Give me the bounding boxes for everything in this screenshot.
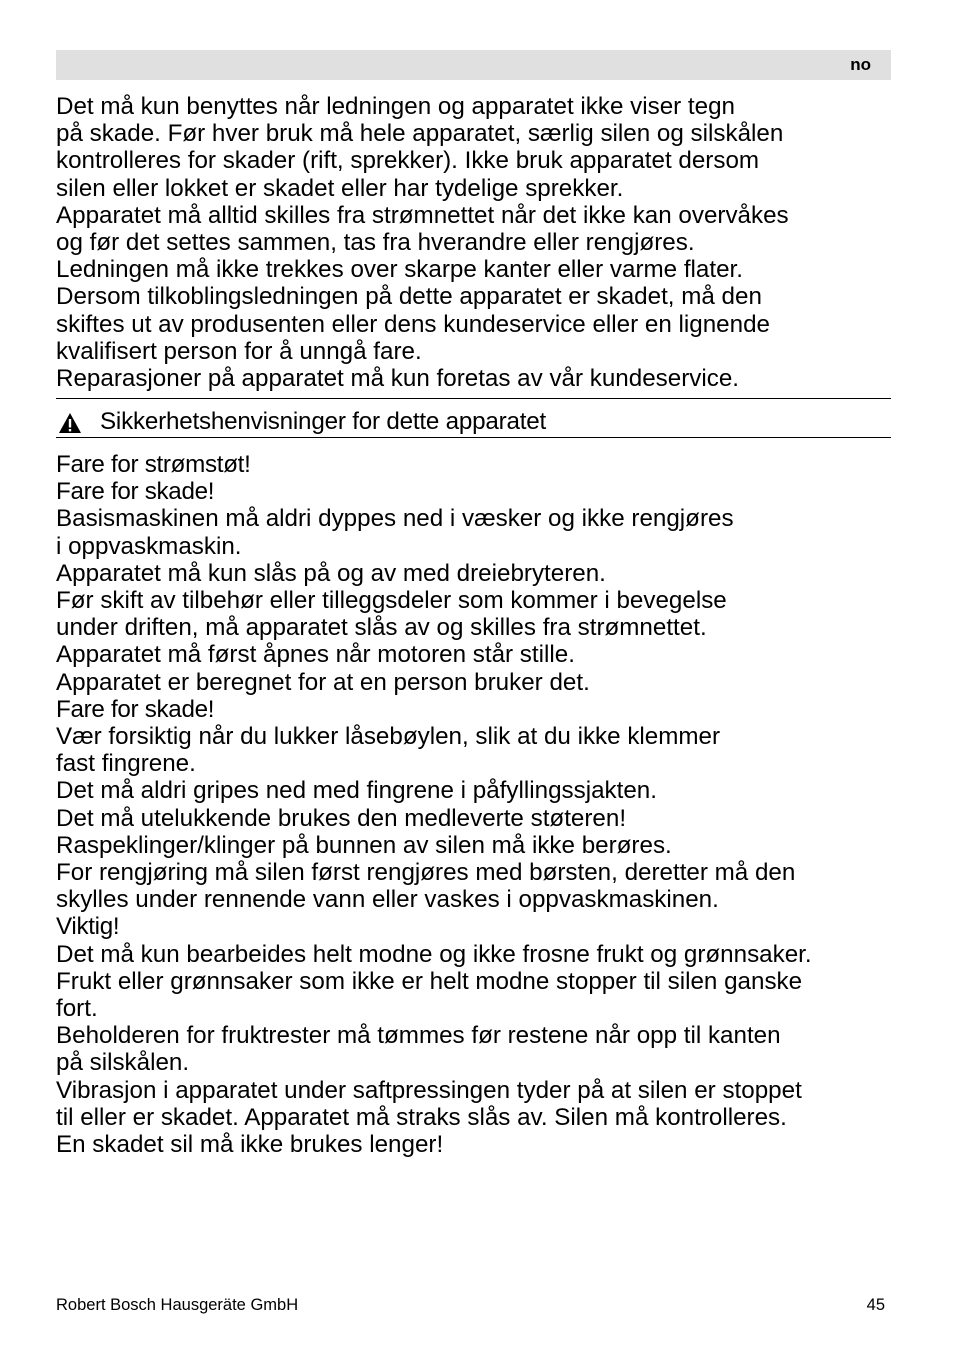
text-line: Apparatet må kun slås på og av med dreiebryteren. [56,559,606,587]
text-line: silen eller lokket er skadet eller har tydelige sprekker. [56,174,624,202]
text-line: Det må aldri gripes ned med fingrene i påfyllingssjakten. [56,777,657,805]
language-code: no [850,55,871,74]
warning-subheading: Fare for skade! [56,478,215,506]
warning-triangle-icon [58,412,82,434]
text-line: Ledningen må ikke trekkes over skarpe kanter eller varme flater. [56,256,743,284]
language-header-bar [56,50,891,80]
text-line: og før det settes sammen, tas fra hverandre eller rengjøres. [56,229,695,257]
text-line: på skade. Før hver bruk må hele apparatet, særlig silen og silskålen [56,120,784,148]
text-line: kvalifisert person for å unngå fare. [56,337,422,365]
text-line: Før skift av tilbehør eller tilleggsdeler som kommer i bevegelse [56,587,727,615]
text-line: Beholderen for fruktrester må tømmes før restene når opp til kanten [56,1022,781,1050]
text-line: Det må kun benyttes når ledningen og apparatet ikke viser tegn [56,93,736,120]
text-line: For rengjøring må silen først rengjøres med børsten, deretter må den [56,859,796,887]
section-heading [56,398,891,438]
text-line: Frukt eller grønnsaker som ikke er helt modne stopper til silen ganske [56,967,803,995]
text-line: skylles under rennende vann eller vaskes i oppvaskmaskinen. [56,886,719,914]
text-line: Apparatet er beregnet for at en person bruker det. [56,668,590,696]
text-line: Reparasjoner på apparatet må kun foretas av vår kundeservice. [56,365,740,393]
page-number: 45 [866,1296,885,1314]
text-line: Apparatet må alltid skilles fra strømnettet når det ikke kan overvåkes [56,201,789,229]
footer-company: Robert Bosch Hausgeräte GmbH [56,1296,299,1314]
text-line: Dersom tilkoblingsledningen på dette apparatet er skadet, må den [56,283,762,311]
text-line: Raspeklinger/klinger på bunnen av silen må ikke berøres. [56,831,672,859]
warning-subheading: Fare for skade! [56,695,215,723]
text-line: til eller er skadet. Apparatet må straks slås av. Silen må kontrolleres. [56,1103,787,1131]
text-line: Det må utelukkende brukes den medleverte støteren! [56,804,627,832]
text-line: Vibrasjon i apparatet under saftpressingen tyder på at silen er stoppet [56,1076,802,1104]
text-line: under driften, må apparatet slås av og skilles fra strømnettet. [56,614,707,642]
safety-text [56,451,891,1158]
warning-subheading: Viktig! [56,913,120,941]
text-line: fort. [56,995,98,1023]
text-line: i oppvaskmaskin. [56,532,242,560]
text-line: Vær forsiktig når du lukker låsebøylen, slik at du ikke klemmer [56,723,721,751]
text-line: fast fingrene. [56,750,196,778]
warning-subheading: Fare for strømstøt! [56,451,251,478]
text-line: kontrolleres for skader (rift, sprekker). Ikke bruk apparatet dersom [56,147,760,175]
text-line: Apparatet må først åpnes når motoren står stille. [56,641,575,669]
section-heading-text: Sikkerhetshenvisninger for dette apparatet [100,408,547,435]
text-line: på silskålen. [56,1049,190,1077]
text-line: En skadet sil må ikke brukes lenger! [56,1131,444,1159]
text-line: skiftes ut av produsenten eller dens kundeservice eller en lignende [56,310,770,338]
text-line: Basismaskinen må aldri dyppes ned i væsker og ikke rengjøres [56,505,734,533]
intro-text [56,93,891,392]
text-line: Det må kun bearbeides helt modne og ikke frosne frukt og grønnsaker. [56,940,812,968]
